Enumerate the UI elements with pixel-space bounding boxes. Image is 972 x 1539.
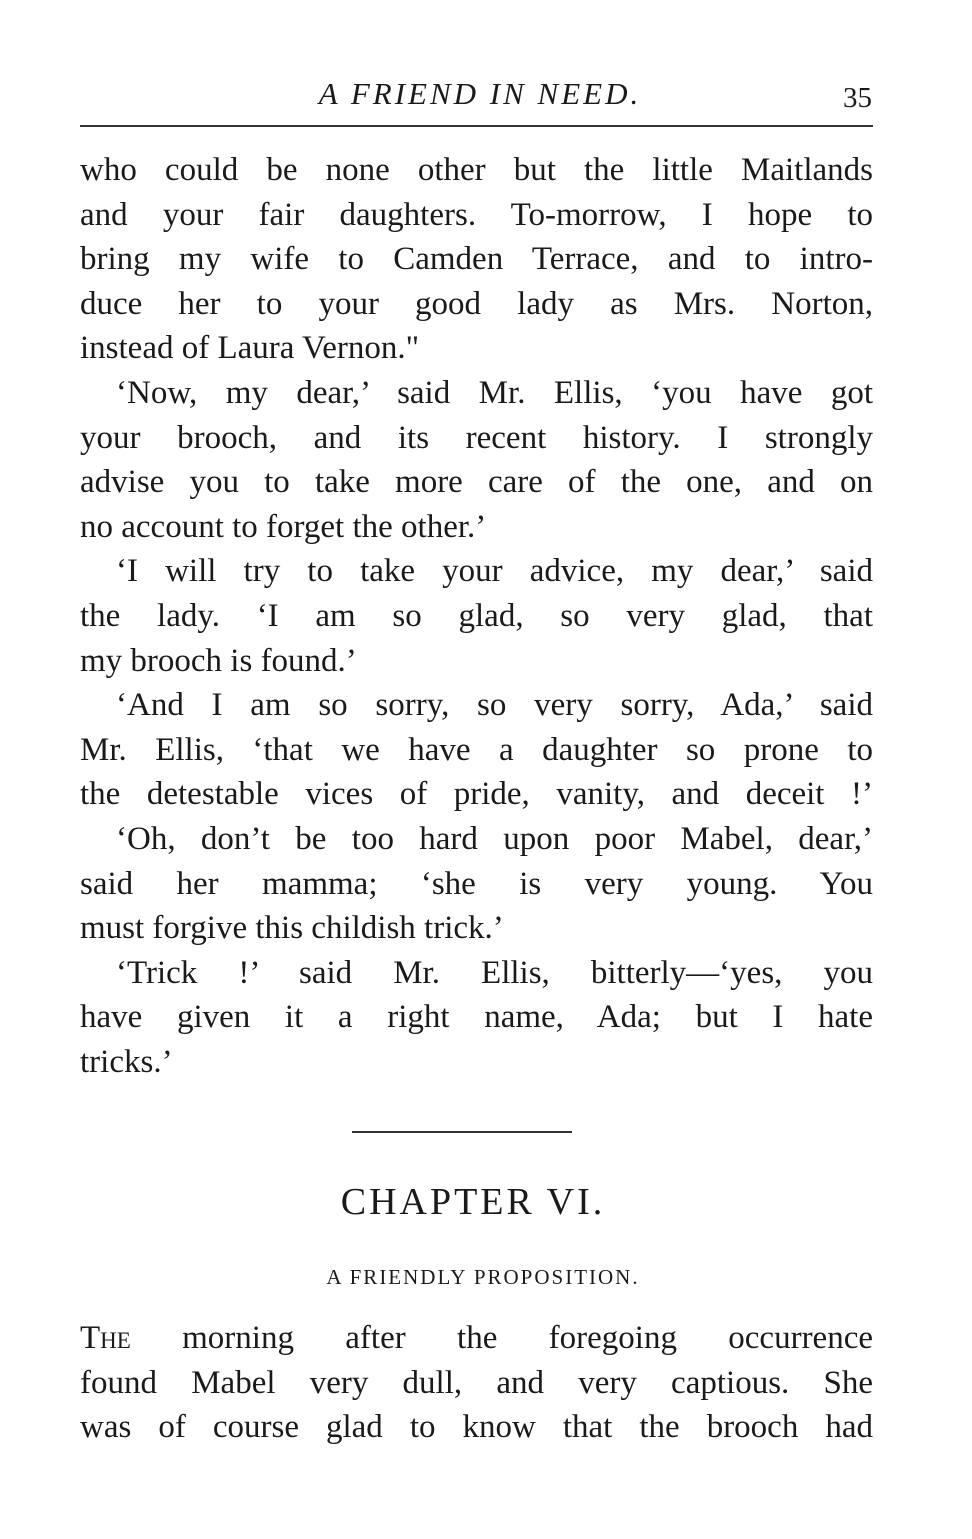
text-line: was of course glad to know that the brooch had xyxy=(80,1409,873,1446)
text-line: who could be none other but the little Maitlands xyxy=(80,152,873,188)
opening-line-rest: morning after the foregoing occurrence xyxy=(130,1320,873,1356)
text-line xyxy=(80,1316,873,1361)
text-line: ‘Oh, don’t be too hard upon poor Mabel, dear,’ xyxy=(116,820,873,857)
text-line: tricks.’ xyxy=(80,1043,173,1080)
text-line: Mr. Ellis, ‘that we have a daughter so prone to xyxy=(80,731,873,768)
text-line: the detestable vices of pride, vanity, and deceit !’ xyxy=(80,776,873,813)
text-line: ‘And I am so sorry, so very sorry, Ada,’ said xyxy=(116,687,873,724)
running-head xyxy=(0,72,972,116)
text-line: must forgive this childish trick.’ xyxy=(80,910,504,947)
header-rule xyxy=(80,125,873,127)
text-line: ‘I will try to take your advice, my dear,’ said xyxy=(116,553,873,590)
text-line: bring my wife to Camden Terrace, and to intro- xyxy=(80,241,873,278)
paragraph xyxy=(80,817,873,951)
chapter-opening-text xyxy=(80,1316,873,1450)
paragraph xyxy=(80,148,873,371)
chapter-title: CHAPTER VI. xyxy=(340,1181,606,1223)
paragraph xyxy=(80,371,873,549)
text-line: said her mamma; ‘she is very young. You xyxy=(80,865,873,902)
paragraph xyxy=(80,549,873,683)
text-line: my brooch is found.’ xyxy=(80,642,357,679)
text-line: ‘Now, my dear,’ said Mr. Ellis, ‘you have got xyxy=(116,374,873,411)
text-line: instead of Laura Vernon." xyxy=(80,330,420,367)
text-line: have given it a right name, Ada; but I hate xyxy=(80,999,873,1036)
paragraph xyxy=(80,951,873,1085)
paragraph xyxy=(80,683,873,817)
text-line: duce her to your good lady as Mrs. Norton, xyxy=(80,285,873,322)
running-title: A FRIEND IN NEED. xyxy=(318,76,642,111)
opening-word: The xyxy=(80,1320,131,1356)
text-line: no account to forget the other.’ xyxy=(80,508,487,545)
text-line: found Mabel very dull, and very captious. She xyxy=(80,1364,873,1401)
page-number: 35 xyxy=(843,82,872,114)
section-divider xyxy=(352,1131,572,1133)
body-text xyxy=(80,148,873,1084)
text-line: the lady. ‘I am so glad, so very glad, that xyxy=(80,597,873,634)
text-line: ‘Trick !’ said Mr. Ellis, bitterly—‘yes, you xyxy=(116,954,873,991)
text-line: and your fair daughters. To-morrow, I hope to xyxy=(80,196,873,233)
text-line: your brooch, and its recent history. I strongly xyxy=(80,419,873,456)
chapter-subtitle: A FRIENDLY PROPOSITION. xyxy=(326,1265,640,1289)
text-line: advise you to take more care of the one, and on xyxy=(80,464,873,501)
